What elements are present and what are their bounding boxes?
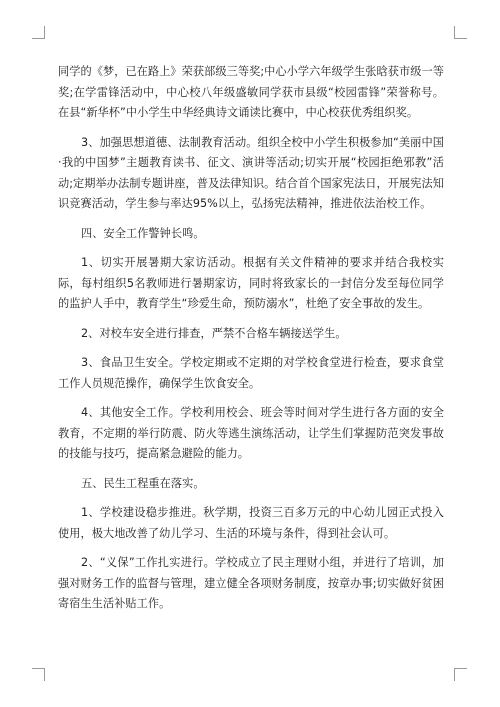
paragraph-other-safety: 4、其他安全工作。学校利用校会、班会等时间对学生进行各方面的安全教育，不定期的举行防震、防火等逃生演练活动，让学生们掌握防范突发事故的技能与技巧，提高紧急避险的能力。 xyxy=(58,406,444,460)
paragraph-continuation: 同学的《梦，已在路上》荣获部级三等奖;中心小学六年级学生张晗获市级一等奖;在学雷锋活动中，中心校八年级盛敏同学获市县级“校园雷锋”荣誉称号。在县“新华杯”中小学生中华经典诗文诵读比赛中，中心校获优秀组织奖。 xyxy=(58,65,444,119)
paragraph-moral-legal-education: 3、加强思想道德、法制教育活动。组织全校中小学生积极参加“美丽中国·我的中国梦”主题教育读书、征文、演讲等活动;切实开展“校园拒绝邪教”活动;定期举办法制专题讲座，普及法律知识。结合首个国家宪法日，开展宪法知识竞赛活动，学生参与率达95%以上，弘扬宪法精神，推进依法治校工作。 xyxy=(58,135,444,210)
crop-mark-bottom-left xyxy=(32,668,45,681)
paragraph-school-construction: 1、学校建设稳步推进。秋学期，投资三百多万元的中心幼儿园正式投入使用，极大地改善了幼儿学习、生活的环境与条件，得到社会认可。 xyxy=(58,506,444,540)
crop-mark-top-left xyxy=(32,26,45,39)
paragraph-home-visits: 1、切实开展暑期大家访活动。根据有关文件精神的要求并结合我校实际，每村组织5名教师进行暑期家访，同时将致家长的一封信分发至每位同学的监护人手中，教育学生“珍爱生命，预防溺水”，杜绝了安全事故的发生。 xyxy=(58,256,444,310)
crop-mark-bottom-right xyxy=(454,668,467,681)
paragraph-food-safety: 3、食品卫生安全。学校定期或不定期的对学校食堂进行检查，要求食堂工作人员规范操作，确保学生饮食安全。 xyxy=(58,356,444,390)
section-heading-safety: 四、安全工作警钟长鸣。 xyxy=(81,226,205,240)
paragraph-compulsory-education-funding: 2、“义保”工作扎实进行。学校成立了民主理财小组，并进行了培训，加强对财务工作的监督与管理，建立健全各项财务制度，按章办事;切实做好贫困寄宿生生活补贴工作。 xyxy=(58,556,444,610)
document-body xyxy=(58,62,444,624)
paragraph-school-bus: 2、对校车安全进行排查，严禁不合格车辆接送学生。 xyxy=(81,326,347,340)
crop-mark-top-right xyxy=(454,26,467,39)
section-heading-livelihood: 五、民生工程重在落实。 xyxy=(81,476,205,490)
